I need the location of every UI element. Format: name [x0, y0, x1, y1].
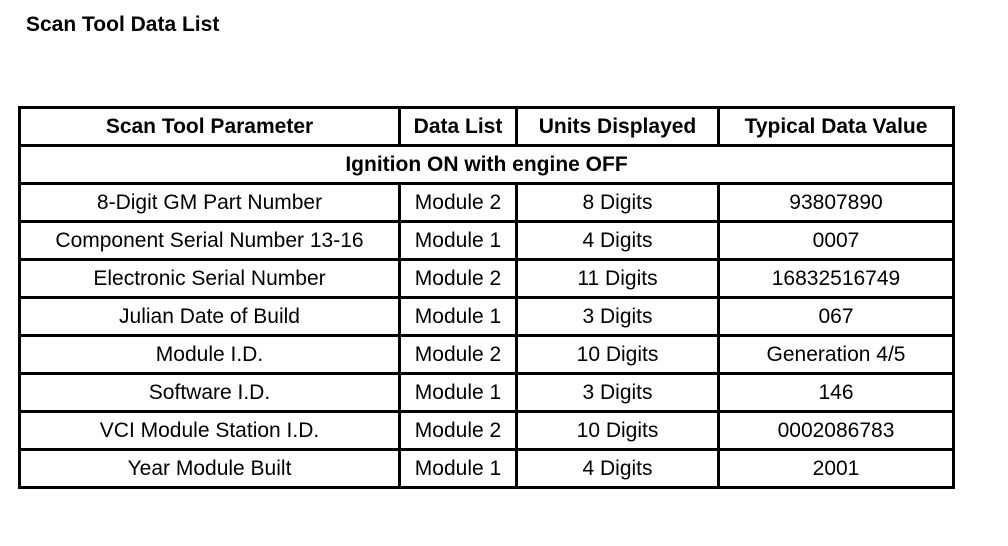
table-header-row	[20, 108, 954, 146]
cell-units-displayed: 10 Digits	[517, 412, 719, 450]
cell-typical-value: 2001	[719, 450, 954, 488]
cell-units-displayed: 10 Digits	[517, 336, 719, 374]
cell-parameter: Julian Date of Build	[20, 298, 400, 336]
table-row	[20, 222, 954, 260]
cell-data-list: Module 1	[400, 222, 517, 260]
cell-typical-value: 16832516749	[719, 260, 954, 298]
cell-typical-value: 067	[719, 298, 954, 336]
cell-units-displayed: 3 Digits	[517, 374, 719, 412]
header-units-displayed: Units Displayed	[517, 108, 719, 146]
cell-data-list: Module 1	[400, 374, 517, 412]
table-row	[20, 298, 954, 336]
cell-parameter: Electronic Serial Number	[20, 260, 400, 298]
cell-units-displayed: 3 Digits	[517, 298, 719, 336]
header-scan-tool-parameter: Scan Tool Parameter	[20, 108, 400, 146]
cell-typical-value: 0002086783	[719, 412, 954, 450]
cell-data-list: Module 2	[400, 336, 517, 374]
cell-parameter: 8-Digit GM Part Number	[20, 184, 400, 222]
table-row	[20, 412, 954, 450]
cell-data-list: Module 1	[400, 298, 517, 336]
table-row	[20, 336, 954, 374]
cell-units-displayed: 8 Digits	[517, 184, 719, 222]
table-body	[20, 146, 954, 488]
section-row	[20, 146, 954, 184]
cell-parameter: Software I.D.	[20, 374, 400, 412]
cell-typical-value: 146	[719, 374, 954, 412]
header-data-list: Data List	[400, 108, 517, 146]
table-row	[20, 184, 954, 222]
table-row	[20, 450, 954, 488]
cell-data-list: Module 2	[400, 260, 517, 298]
cell-parameter: VCI Module Station I.D.	[20, 412, 400, 450]
cell-units-displayed: 11 Digits	[517, 260, 719, 298]
cell-parameter: Module I.D.	[20, 336, 400, 374]
cell-units-displayed: 4 Digits	[517, 450, 719, 488]
scan-tool-data-table	[18, 106, 955, 489]
cell-typical-value: 93807890	[719, 184, 954, 222]
page-title: Scan Tool Data List	[26, 13, 220, 36]
table-row	[20, 260, 954, 298]
cell-parameter: Year Module Built	[20, 450, 400, 488]
cell-data-list: Module 2	[400, 184, 517, 222]
cell-typical-value: Generation 4/5	[719, 336, 954, 374]
cell-units-displayed: 4 Digits	[517, 222, 719, 260]
header-typical-data-value: Typical Data Value	[719, 108, 954, 146]
section-label: Ignition ON with engine OFF	[20, 146, 954, 184]
cell-parameter: Component Serial Number 13-16	[20, 222, 400, 260]
cell-data-list: Module 1	[400, 450, 517, 488]
table-row	[20, 374, 954, 412]
cell-typical-value: 0007	[719, 222, 954, 260]
cell-data-list: Module 2	[400, 412, 517, 450]
